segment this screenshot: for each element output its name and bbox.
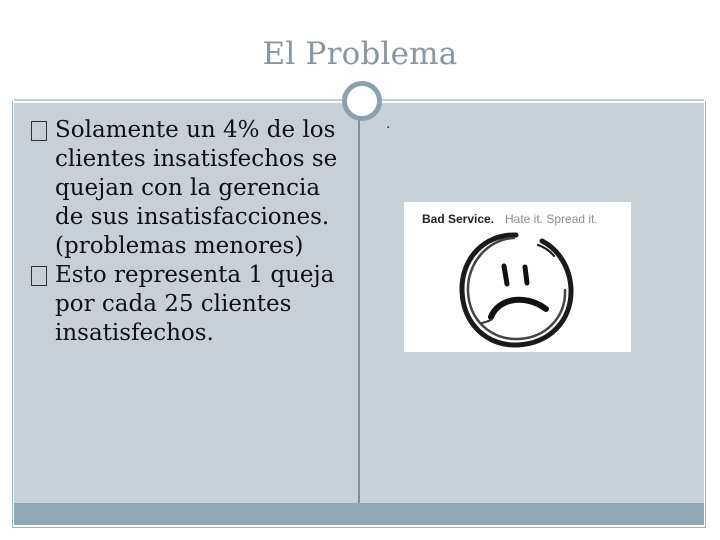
bullet-list [32, 116, 352, 348]
bullet-text: Esto representa 1 queja por cada 25 clientes insatisfechos. [55, 262, 335, 346]
bullet-item [32, 116, 352, 261]
bottom-bar [14, 503, 704, 525]
bullet-box-icon [31, 266, 47, 286]
right-column-mark: . [386, 116, 391, 132]
slide-title: El Problema [262, 36, 458, 72]
bullet-item [32, 261, 352, 348]
bullet-box-icon [31, 121, 47, 141]
image-caption-bold: Bad Service. [422, 212, 495, 226]
image-caption-rest: Hate it. Spread it. [505, 212, 598, 226]
bullet-text: Solamente un 4% de los clientes insatisfechos se quejan con la gerencia de sus insatisfacciones. (problemas menores) [55, 117, 338, 259]
column-divider [358, 103, 360, 503]
sad-face-icon [454, 229, 579, 351]
bad-service-image [404, 202, 631, 352]
circle-ornament-icon [342, 81, 382, 121]
